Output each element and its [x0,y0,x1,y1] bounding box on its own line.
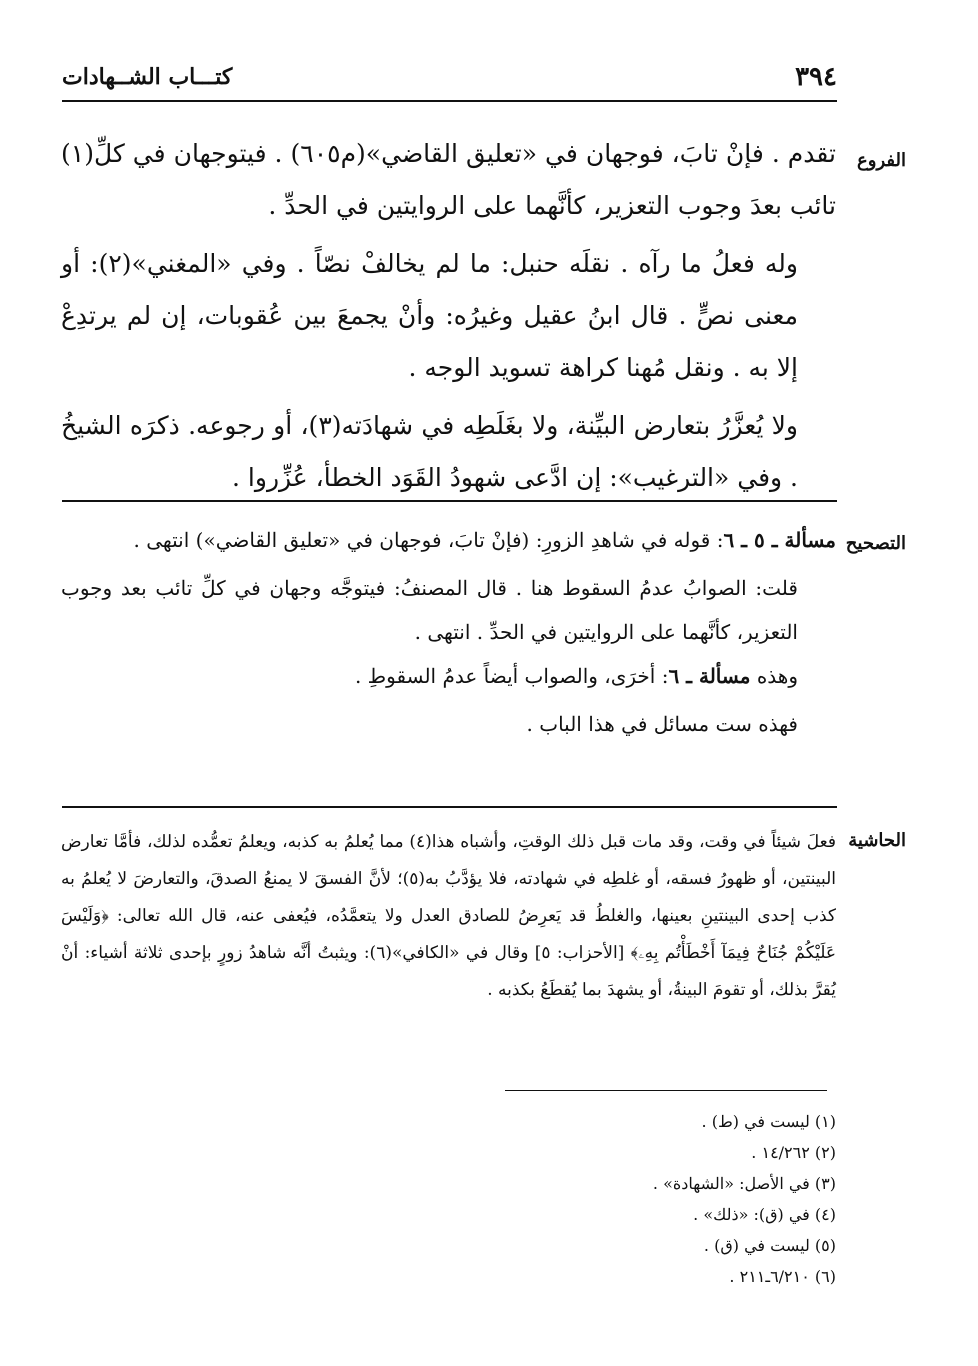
footnote-3: (٣) في الأصل: «الشهادة» . [652,1174,836,1193]
footnote-1: (١) ليست في (ط) . [701,1112,836,1131]
tashih-label: التصحيح [845,533,906,554]
furu-label: الفروع [857,150,906,171]
section-divider-2 [62,806,837,808]
section-divider-1 [62,500,837,502]
tashih-paragraph-1 [61,518,836,562]
hashia-label: الحاشية [848,830,906,851]
furu-paragraph-3: ولا يُعزَّرُ بتعارض البيِّنة، ولا بغَلَطِه في شهادَته(٣)، أو رجوعه. ذكرَه الشيخُ . وفي «الترغيب»: إن ادَّعى شهودُ القَوَد الخطأ، عُزِّروا . [61,411,799,492]
furu-paragraph-2: وله فعلُ ما رآه . نقلَه حنبل: ما لم يخالفْ نصّاً . وفي «المغني»(٢): أو معنى نصٍّ . قال ابنُ عقيل وغيرُه: وأنْ يجمعَ بين عُقوبات، إن لم يرتدِعْ إلا به . ونقل مُهنا كراهة تسويد الوجه . [61,249,798,382]
tashih-paragraph-3-start: وهذه [756,664,798,688]
footnote-5: (٥) ليست في (ق) . [703,1236,836,1255]
page-number: ٣٩٤ [795,62,837,92]
tashih-paragraph-2: قلت: الصوابُ عدمُ السقوط هنا . قال المصنفُ: فيتوجَّه وجهان في كلِّ تائب بعد وجوب التعزير، كأنَّهما على الروايتين في الحدِّ . انتهى . [61,576,798,644]
footnotes [436,1106,836,1292]
tashih-paragraph-3 [61,654,836,698]
hashia-section [61,824,836,1009]
footnote-4: (٤) في (ق): «ذلك» . [693,1205,836,1224]
footnote-divider [505,1090,827,1091]
page-header [62,60,837,102]
book-title: كتـــاب الشــهادات [62,64,233,90]
tashih-paragraph-3-text: : أخرَى، والصواب أيضاً عدمُ السقوطِ . [354,664,669,688]
masala-heading-1: مسألة ـ ٥ ـ ٦ [723,528,836,552]
footnote-6: (٦) ٦/٢١٠ـ٢١١ . [729,1267,836,1286]
hashia-paragraph: فعلَ شيئاً في وقت، وقد مات قبل ذلك الوقتِ، وأشباه هذا(٤) مما يُعلمُ به كذبه، ويعلمُ تعمُّده لذلك، فأمَّا تعارض البينتين، أو ظهورُ فسقه، أو غلطِه في شهادته، فلا يؤدَّبُ به(٥)؛ لأنَّ الفسقَ لا يمنعُ الصدقَ، والتعارضَ لا يُعلمُ به كذب إحدى البينتينِ بعينها، والغلطُ قد يَعرِضُ للصادق العدل ولا يتعمَّدُه، فيُعفى عنه، قال الله تعالى: ﴿وَلَيْسَ عَلَيْكُمْ جُنَاحٌ فِيمَآ أَخْطَأْتُم بِهِۦ﴾ [الأحزاب: ٥] وقال في «الكافي»(٦): ويثبتُ أنَّه شاهدُ زورٍ بإحدى ثلاثة أشياء: أنْ يُقرَّ بذلك، أو تقومَ البينةُ، أو يشهدَ بما يُقطَعُ بكذبه . [61,832,837,1000]
tashih-paragraph-1-text: : قوله في شاهدِ الزورِ: (فإنْ تابَ، فوجهان في «تعليق القاضي») انتهى . [133,528,724,552]
tashih-section [61,518,836,746]
furu-section [61,128,836,504]
masala-heading-2: مسألة ـ ٦ [668,664,751,688]
tashih-paragraph-4: فهذه ست مسائل في هذا الباب . [526,712,798,736]
furu-paragraph-1: تقدم . فإنْ تابَ، فوجهان في «تعليق القاضي»(م٦٠٥) . فيتوجهان في كلِّ(١) تائب بعدَ وجوب التعزير، كأنَّهما على الروايتين في الحدِّ . [61,139,836,220]
footnote-2: (٢) ١٤/٢٦٢ . [751,1143,836,1162]
